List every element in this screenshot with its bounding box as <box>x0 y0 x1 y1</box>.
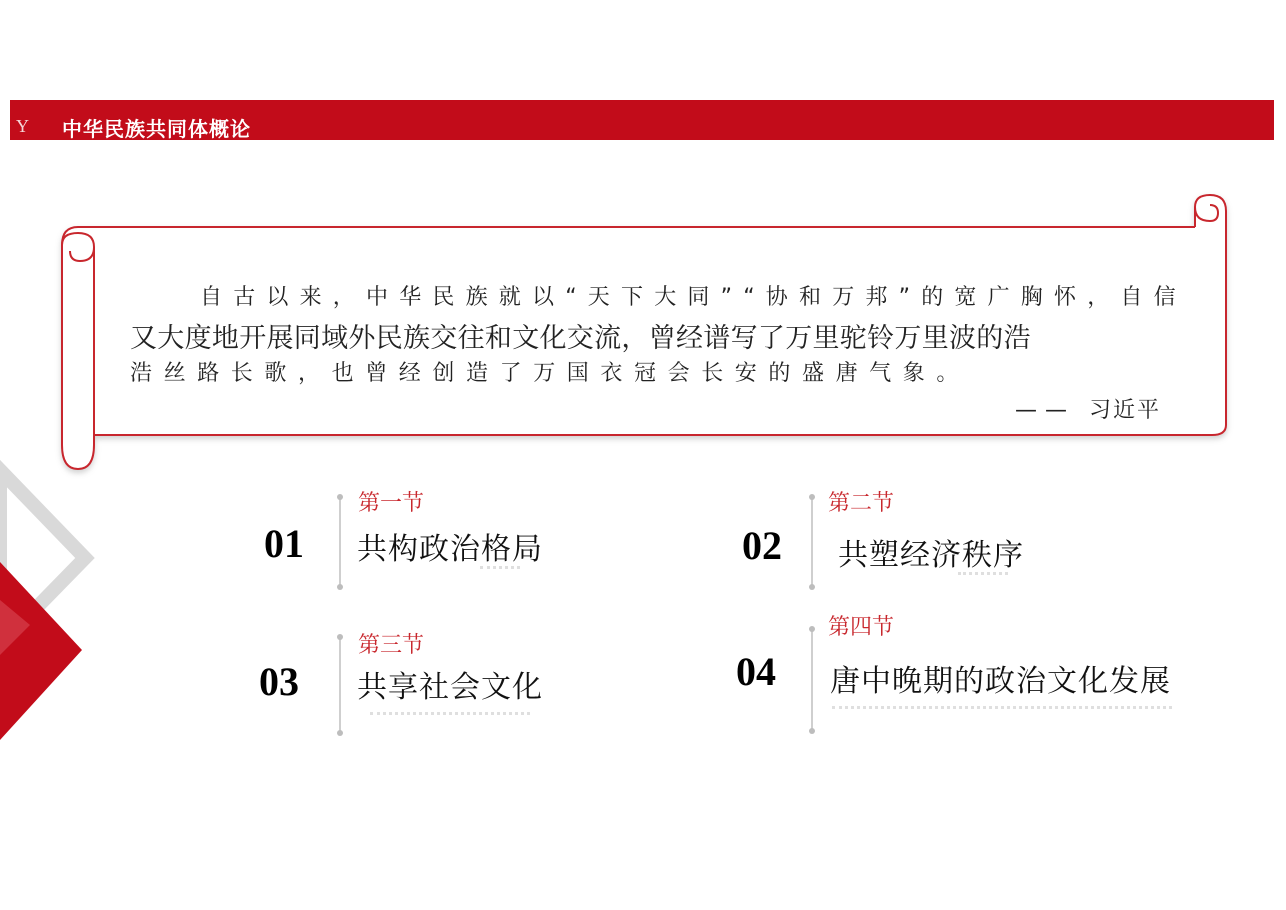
section-number: 02 <box>742 523 782 568</box>
decorative-diamonds <box>0 440 110 760</box>
quote-author <box>1015 393 1161 424</box>
section-label: 第一节 <box>358 491 425 516</box>
header-mark: Y <box>16 116 29 136</box>
section-divider <box>339 496 341 588</box>
section-title[interactable]: 共享社会文化 <box>357 670 543 705</box>
section-number: 01 <box>264 521 304 566</box>
faded-subtitle <box>958 572 1008 579</box>
quote-line-2: 又大度地开展同域外民族交往和文化交流，曾经谱写了万里驼铃万里波的浩 <box>130 323 1031 354</box>
section-title[interactable]: 唐中晚期的政治文化发展 <box>830 664 1171 699</box>
quote-line-1: 自古以来，中华民族就以“天下大同”“协和万邦”的宽广胸怀，自信 <box>200 285 1187 310</box>
section-divider <box>811 628 813 732</box>
section-title[interactable]: 共塑经济秩序 <box>838 538 1024 573</box>
section-label: 第三节 <box>358 633 425 658</box>
author-name: 习近平 <box>1089 398 1162 423</box>
faded-subtitle <box>480 566 520 573</box>
faded-subtitle <box>370 712 530 719</box>
faded-subtitle <box>832 706 1172 713</box>
section-number: 03 <box>259 659 299 704</box>
section-divider <box>811 496 813 588</box>
section-number: 04 <box>736 649 776 694</box>
section-title[interactable]: 共构政治格局 <box>357 532 543 567</box>
quote-line-3: 浩丝路长歌，也曾经创造了万国衣冠会长安的盛唐气象。 <box>130 361 971 386</box>
quote-dash: —— <box>1015 398 1075 423</box>
section-divider <box>339 636 341 734</box>
section-label: 第四节 <box>828 615 895 640</box>
section-label: 第二节 <box>828 491 895 516</box>
course-title: 中华民族共同体概论 <box>62 117 251 141</box>
